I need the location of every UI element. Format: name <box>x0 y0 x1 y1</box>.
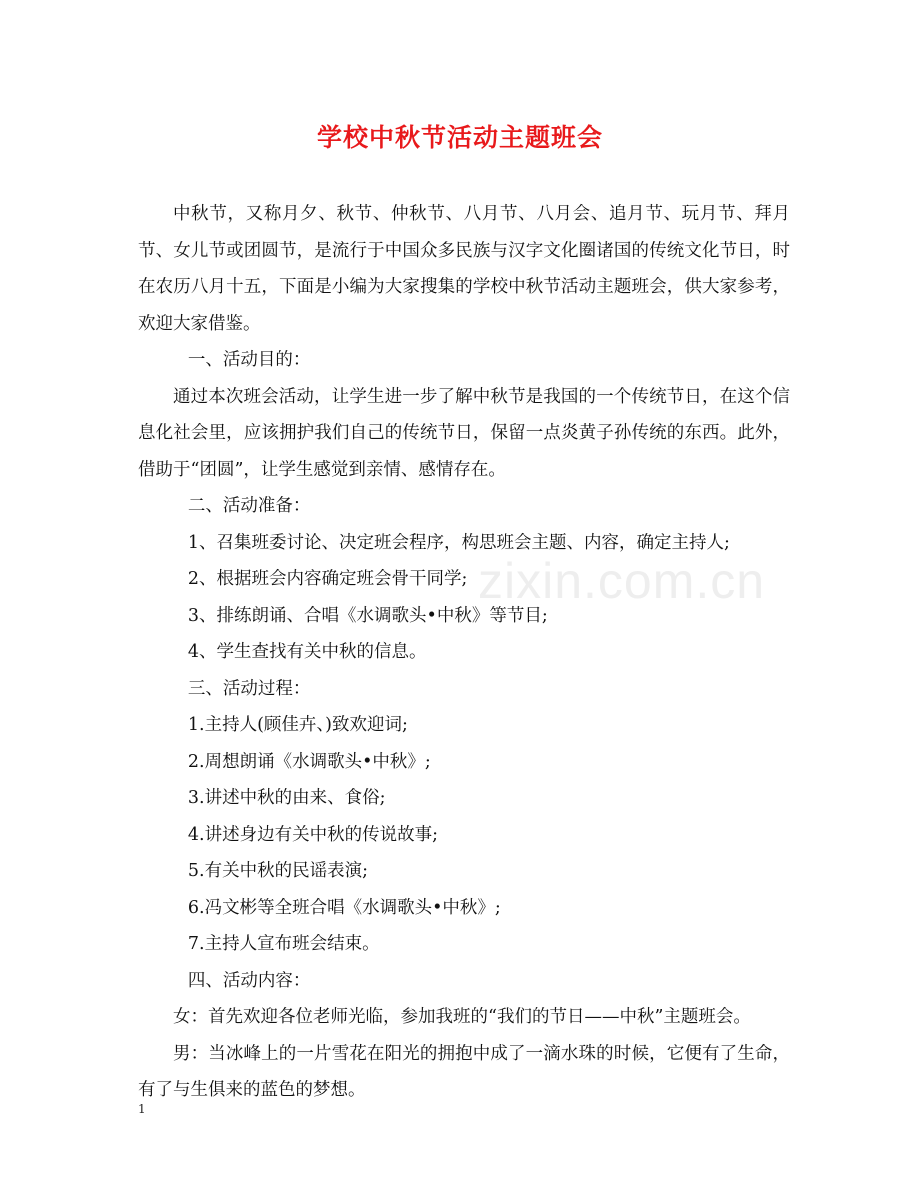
preparation-item: 4、学生查找有关中秋的信息。 <box>187 642 427 662</box>
document-title: 学校中秋节活动主题班会 <box>316 123 603 152</box>
process-item: 5.有关中秋的民谣表演; <box>187 861 368 881</box>
dialogue-male: 男：当冰峰上的一片雪花在阳光的拥抱中成了一滴水珠的时候，它便有了生命，有了与生俱来的蓝色的梦想。 <box>138 1043 790 1100</box>
section-heading-content: 四、活动内容： <box>187 970 311 991</box>
section-heading-preparation: 二、活动准备： <box>187 496 311 516</box>
document-body <box>138 196 790 1109</box>
process-item: 3.讲述中秋的由来、食俗; <box>187 788 386 808</box>
section-heading-purpose: 一、活动目的： <box>187 350 311 370</box>
dialogue-female: 女：首先欢迎各位老师光临，参加我班的“我们的节日——中秋”主题班会。 <box>173 1007 751 1027</box>
page-number: 1 <box>138 1102 146 1116</box>
process-item: 4.讲述身边有关中秋的传说故事; <box>187 824 438 845</box>
process-item: 2.周想朗诵《水调歌头•中秋》; <box>187 751 431 772</box>
preparation-item: 1、召集班委讨论、决定班会程序，构思班会主题、内容，确定主持人; <box>187 532 730 553</box>
purpose-paragraph: 通过本次班会活动，让学生进一步了解中秋节是我国的一个传统节日，在这个信息化社会里，应该拥护我们自己的传统节日，保留一点炎黄子孙传统的东西。此外，借助于“团圆”，让学生感觉到亲情、感情存在。 <box>138 386 790 480</box>
intro-paragraph: 中秋节，又称月夕、秋节、仲秋节、八月节、八月会、追月节、玩月节、拜月节、女儿节或团圆节，是流行于中国众多民族与汉字文化圈诸国的传统文化节日，时在农历八月十五，下面是小编为大家搜集的学校中秋节活动主题班会，供大家参考，欢迎大家借鉴。 <box>138 204 790 334</box>
section-heading-process: 三、活动过程： <box>187 678 311 699</box>
process-item: 7.主持人宣布班会结束。 <box>187 934 380 954</box>
process-item: 1.主持人(顾佳卉、)致欢迎词; <box>187 715 408 735</box>
watermark: zixin.com.cn <box>478 553 766 609</box>
process-item: 6.冯文彬等全班合唱《水调歌头•中秋》; <box>187 897 501 918</box>
preparation-item: 2、根据班会内容确定班会骨干同学; <box>187 569 468 589</box>
preparation-item: 3、排练朗诵、合唱《水调歌头•中秋》等节目; <box>187 605 548 626</box>
